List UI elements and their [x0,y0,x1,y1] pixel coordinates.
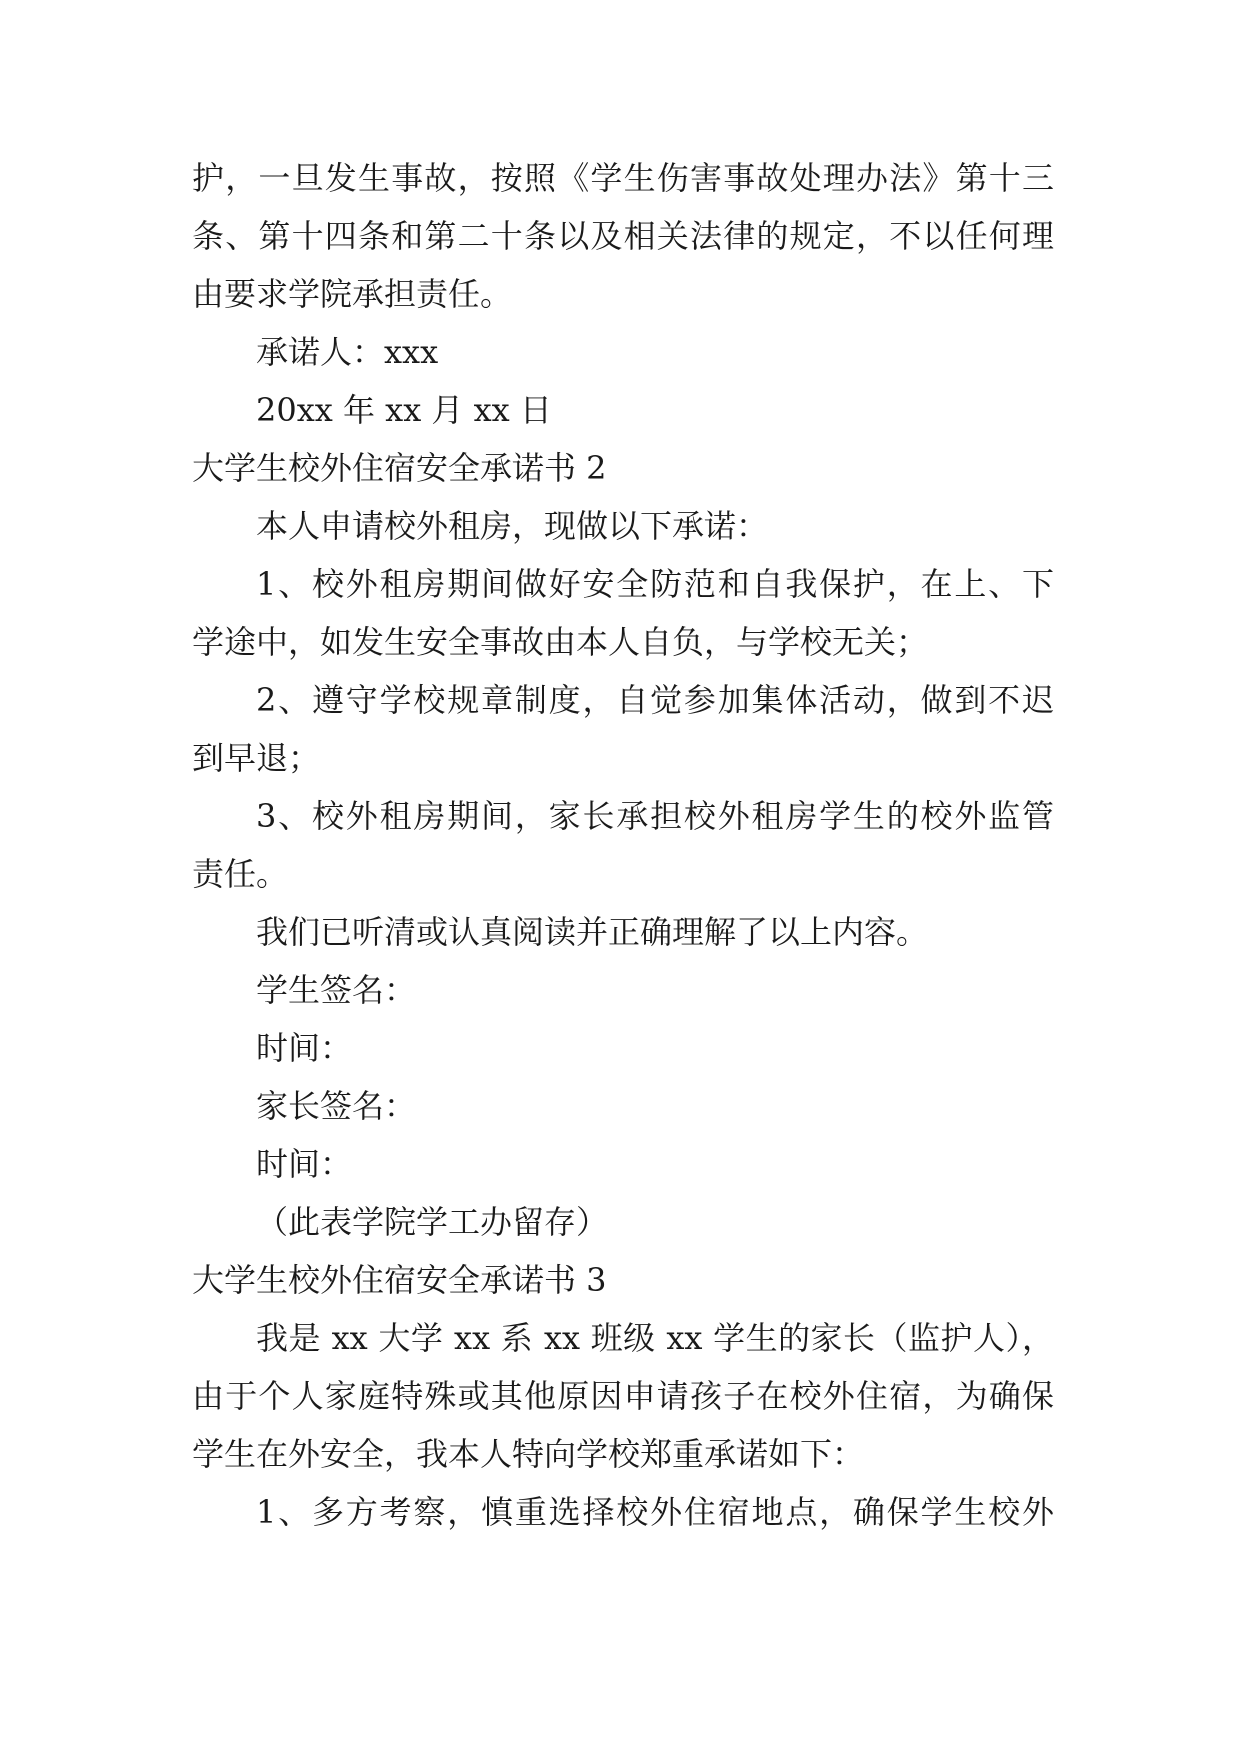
paragraph-line: 责任。 [192,855,289,893]
paragraph-line: 学生在外安全，我本人特向学校郑重承诺如下： [192,1435,865,1473]
paragraph-line: 1、多方考察，慎重选择校外住宿地点，确保学生校外 [256,1493,1054,1531]
paragraph-line: 护，一旦发生事故，按照《学生伤害事故处理办法》第十三 [192,159,1054,197]
paragraph-line: 我是 xx 大学 xx 系 xx 班级 xx 学生的家长（监护人）， [256,1319,1054,1357]
note-line: （此表学院学工办留存） [256,1203,609,1241]
paragraph-line: 3、校外租房期间，家长承担校外租房学生的校外监管 [256,797,1054,835]
paragraph-line: 由于个人家庭特殊或其他原因申请孩子在校外住宿，为确保 [192,1377,1054,1415]
paragraph-line: 条、第十四条和第二十条以及相关法律的规定，不以任何理 [192,217,1054,255]
paragraph-line: 由要求学院承担责任。 [192,275,513,313]
student-signature-label: 学生签名： [256,971,417,1009]
time-label: 时间： [256,1145,353,1183]
section-title: 大学生校外住宿安全承诺书 3 [192,1261,607,1299]
signatory-line: 承诺人：xxx [256,333,439,371]
paragraph-line: 1、校外租房期间做好安全防范和自我保护，在上、下 [256,565,1054,603]
paragraph-line: 我们已听清或认真阅读并正确理解了以上内容。 [256,913,929,951]
date-line: 20xx 年 xx 月 xx 日 [256,391,552,429]
parent-signature-label: 家长签名： [256,1087,417,1125]
paragraph-line: 2、遵守学校规章制度，自觉参加集体活动，做到不迟 [256,681,1054,719]
paragraph-line: 本人申请校外租房，现做以下承诺： [256,507,769,545]
paragraph-line: 到早退； [192,739,321,777]
paragraph-line: 学途中，如发生安全事故由本人自负，与学校无关； [192,623,929,661]
time-label: 时间： [256,1029,353,1067]
section-title: 大学生校外住宿安全承诺书 2 [192,449,607,487]
